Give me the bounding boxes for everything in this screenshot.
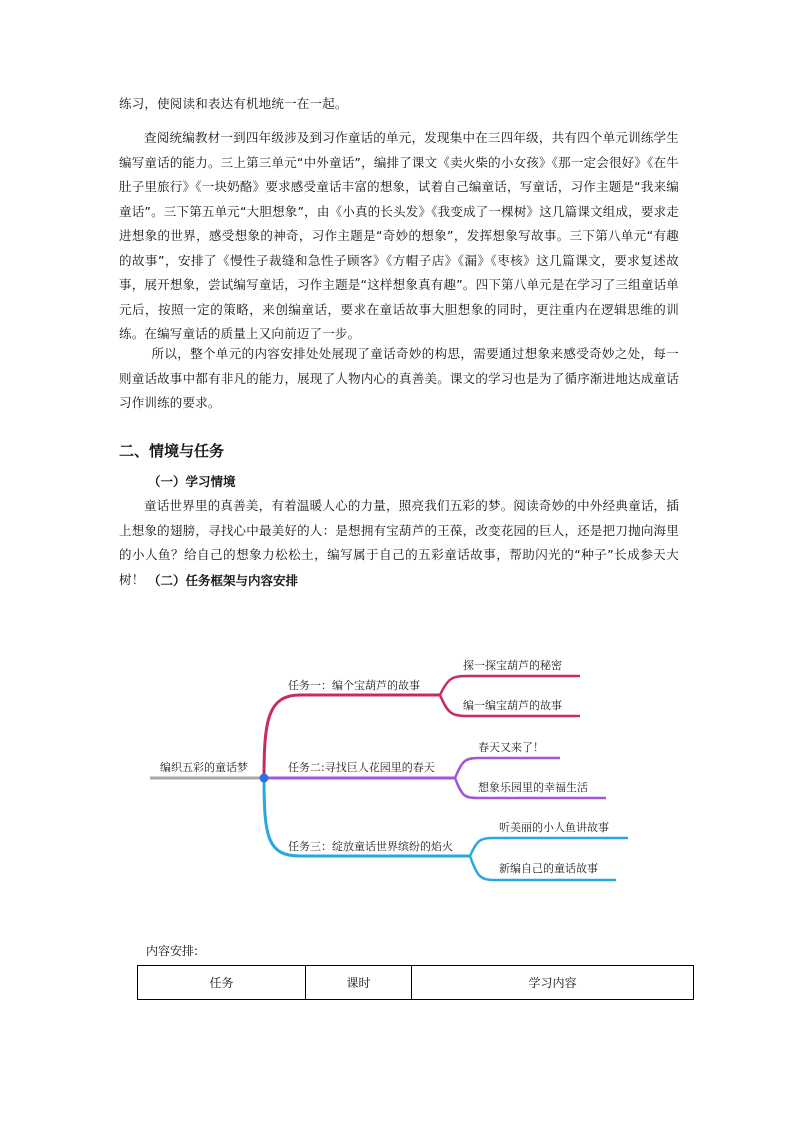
task3-child2-label: 新编自己的童话故事 — [499, 862, 598, 875]
task-mindmap — [0, 640, 793, 900]
task2-label: 任务二:寻找巨人花园里的春天 — [288, 761, 435, 774]
situation-paragraph: 童话世界里的真善美，有着温暖人心的力量，照亮我们五彩的梦。阅读奇妙的中外经典童话，插上想象的翅膀，寻找心中最美好的人：是想拥有宝葫芦的王葆，改变花园的巨人，还是把刀抛向海里的小人鱼？给自己的想象力松松土，编写属于自己的五彩童话故事，帮助闪光的“种子”长成参天大树！ — [119, 498, 679, 587]
section-title: 二、情境与任务 — [119, 442, 225, 460]
table-header-task: 任务 — [138, 966, 306, 1000]
task3-label: 任务三：绽放童话世界缤纷的焰火 — [288, 840, 453, 853]
task2-child2-label: 想象乐园里的幸福生活 — [478, 781, 588, 794]
subsection-situation-title: （一）学习情境 — [148, 474, 236, 489]
content-arrangement-table — [137, 965, 694, 1000]
table-header-content: 学习内容 — [412, 966, 694, 1000]
paragraph-1: 练习，使阅读和表达有机地统一在一起。 — [119, 96, 348, 111]
content-arrangement-label: 内容安排: — [146, 944, 199, 958]
task1-label: 任务一：编个宝葫芦的故事 — [288, 679, 420, 692]
task3-child1-line — [470, 838, 628, 856]
task2-child1-line — [455, 758, 560, 778]
task3-child1-label: 听美丽的小人鱼讲故事 — [499, 821, 609, 834]
root-node-label: 编织五彩的童话梦 — [160, 761, 248, 774]
paragraph-2: 查阅统编教材一到四年级涉及到习作童话的单元，发现集中在三四年级，共有四个单元训练学生编写童话的能力。三上第三单元“中外童话”，编排了课文《卖火柴的小女孩》《那一定会很好》《在牛肚子里旅行》《一块奶酪》要求感受童话丰富的想象，试着自己编童话，写童话，习作主题是“我来编童话”。三下第五单元“大胆想象”，由《小真的长头发》《我变成了一棵树》这几篇课文组成，要求走进想象的世界，感受想象的神奇，习作主题是“奇妙的想象”，发挥想象写故事。三下第八单元“有趣的故事”，安排了《慢性子裁缝和急性子顾客》《方帽子店》《漏》《枣核》这几篇课文，要求复述故事，展开想象，尝试编写童话，习作主题是“这样想象真有趣”。四下第八单元是在学习了三组童话单元后，按照一定的策略，来创编童话，要求在童话故事大胆想象的同时，更注重内在逻辑思维的训练。在编写童话的质量上又向前迈了一步。 — [119, 130, 679, 341]
table-header-period: 课时 — [306, 966, 412, 1000]
task1-child1-label: 探一探宝葫芦的秘密 — [463, 659, 562, 672]
subsection-framework-title: （二）任务框架与内容安排 — [148, 573, 299, 588]
mindmap-center-node — [260, 774, 269, 783]
task2-child1-label: 春天又来了！ — [478, 741, 544, 754]
task1-child2-label: 编一编宝葫芦的故事 — [463, 699, 562, 712]
paragraph-3: 所以，整个单元的内容安排处处展现了童话奇妙的构思，需要通过想象来感受奇妙之处，每一则童话故事中都有非凡的能力，展现了人物内心的真善美。课文的学习也是为了循序渐进地达成童话习作训练的要求。 — [119, 346, 679, 410]
task1-child1-line — [440, 676, 580, 695]
table-header-row — [138, 966, 694, 1000]
